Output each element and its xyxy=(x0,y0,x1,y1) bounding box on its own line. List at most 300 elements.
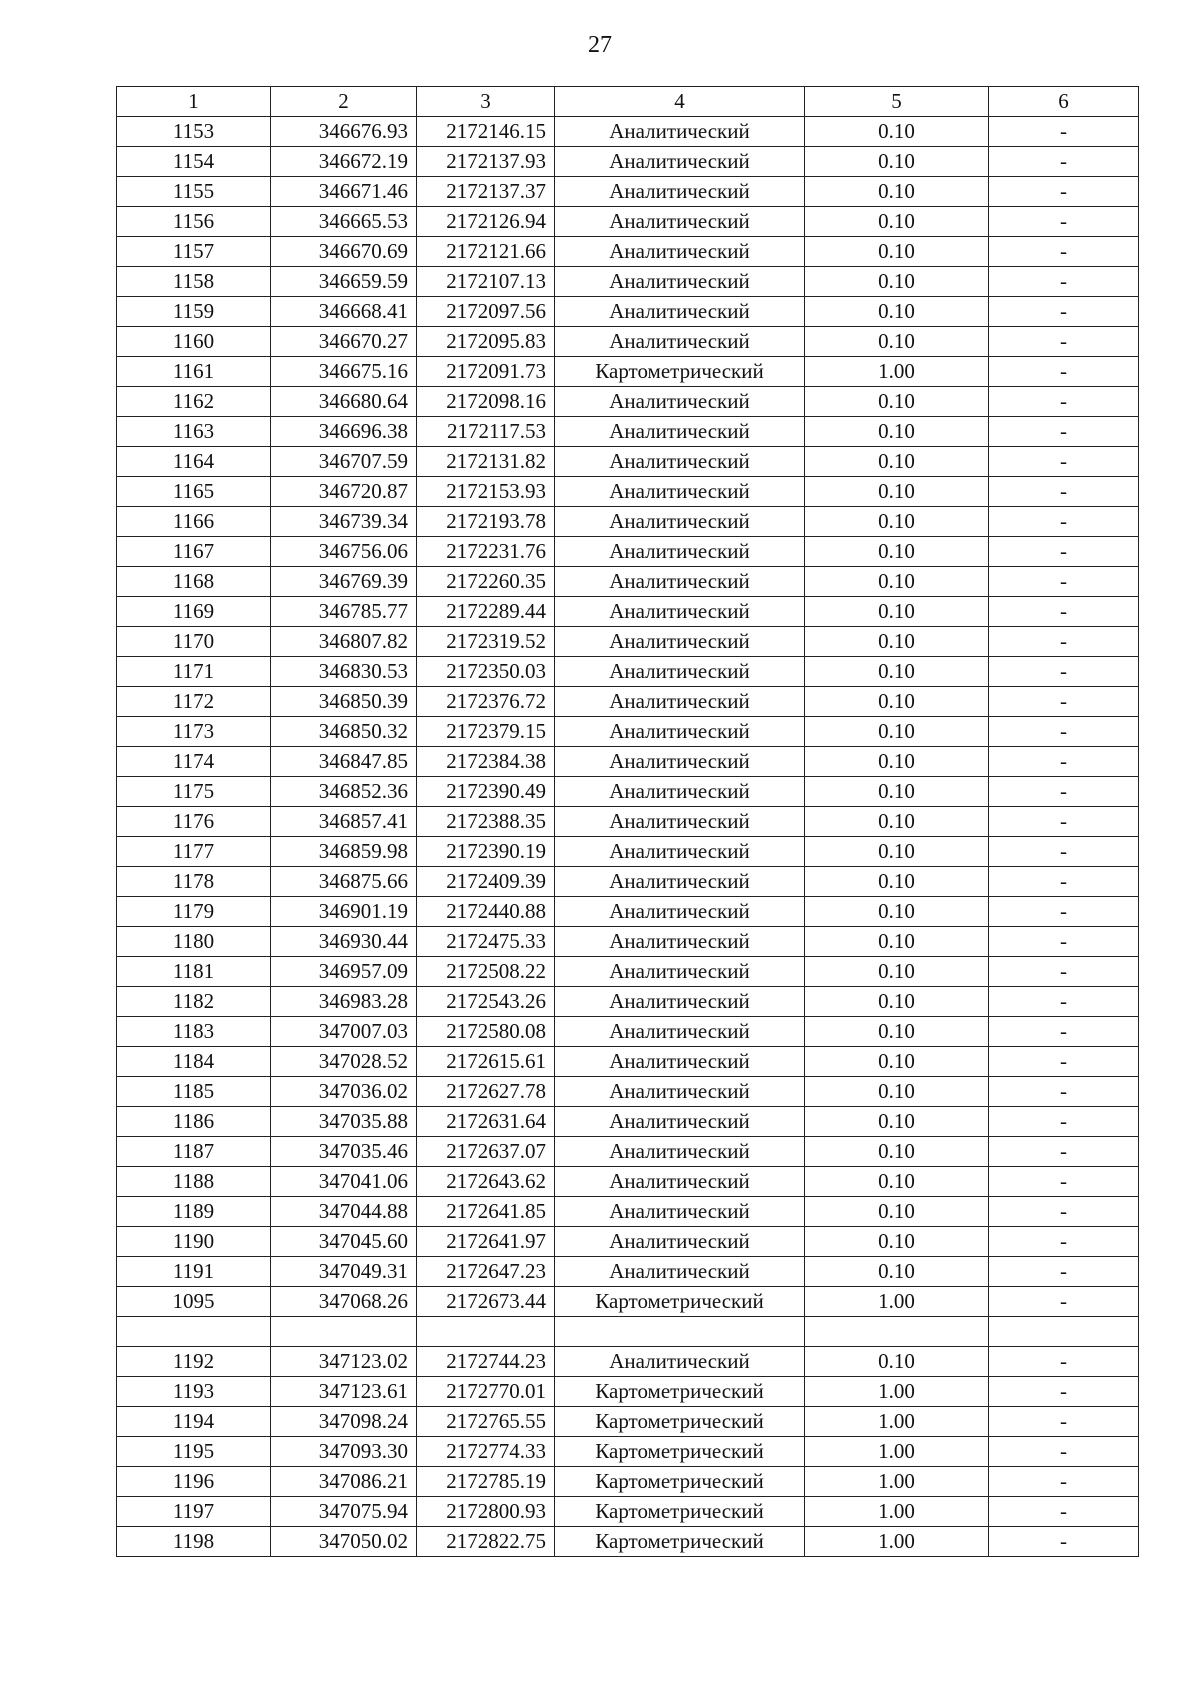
y-coordinate-cell: 2172641.85 xyxy=(417,1197,555,1227)
table-row xyxy=(117,657,1139,687)
y-coordinate-cell: 2172508.22 xyxy=(417,957,555,987)
table-row xyxy=(117,117,1139,147)
method-cell: Аналитический xyxy=(555,1347,805,1377)
accuracy-cell: 0.10 xyxy=(805,657,989,687)
accuracy-cell: 0.10 xyxy=(805,1197,989,1227)
note-cell: - xyxy=(989,657,1139,687)
method-cell: Аналитический xyxy=(555,1197,805,1227)
point-number-cell: 1190 xyxy=(117,1227,271,1257)
note-cell: - xyxy=(989,267,1139,297)
y-coordinate-cell: 2172641.97 xyxy=(417,1227,555,1257)
note-cell: - xyxy=(989,237,1139,267)
method-cell: Аналитический xyxy=(555,1047,805,1077)
accuracy-cell: 1.00 xyxy=(805,1467,989,1497)
note-cell: - xyxy=(989,1467,1139,1497)
method-cell: Аналитический xyxy=(555,747,805,777)
y-coordinate-cell: 2172379.15 xyxy=(417,717,555,747)
note-cell: - xyxy=(989,1197,1139,1227)
y-coordinate-cell: 2172744.23 xyxy=(417,1347,555,1377)
x-coordinate-cell: 346930.44 xyxy=(271,927,417,957)
column-header-3: 3 xyxy=(417,87,555,117)
x-coordinate-cell: 346739.34 xyxy=(271,507,417,537)
note-cell: - xyxy=(989,987,1139,1017)
accuracy-cell: 0.10 xyxy=(805,927,989,957)
point-number-cell: 1185 xyxy=(117,1077,271,1107)
y-coordinate-cell: 2172765.55 xyxy=(417,1407,555,1437)
point-number-cell: 1175 xyxy=(117,777,271,807)
accuracy-cell: 0.10 xyxy=(805,387,989,417)
note-cell: - xyxy=(989,1377,1139,1407)
note-cell: - xyxy=(989,927,1139,957)
accuracy-cell: 0.10 xyxy=(805,507,989,537)
y-coordinate-cell: 2172409.39 xyxy=(417,867,555,897)
x-coordinate-cell: 346676.93 xyxy=(271,117,417,147)
y-coordinate-cell: 2172388.35 xyxy=(417,807,555,837)
table-row xyxy=(117,1347,1139,1377)
accuracy-cell: 0.10 xyxy=(805,1077,989,1107)
note-cell: - xyxy=(989,387,1139,417)
y-coordinate-cell: 2172390.49 xyxy=(417,777,555,807)
accuracy-cell: 0.10 xyxy=(805,837,989,867)
method-cell: Аналитический xyxy=(555,837,805,867)
x-coordinate-cell: 346675.16 xyxy=(271,357,417,387)
note-cell: - xyxy=(989,1107,1139,1137)
y-coordinate-cell: 2172137.37 xyxy=(417,177,555,207)
y-coordinate-cell: 2172117.53 xyxy=(417,417,555,447)
x-coordinate-cell: 346659.59 xyxy=(271,267,417,297)
x-coordinate-cell: 346852.36 xyxy=(271,777,417,807)
note-cell: - xyxy=(989,957,1139,987)
y-coordinate-cell: 2172647.23 xyxy=(417,1257,555,1287)
y-coordinate-cell: 2172390.19 xyxy=(417,837,555,867)
table-header-row xyxy=(117,87,1139,117)
note-cell: - xyxy=(989,1437,1139,1467)
point-number-cell: 1156 xyxy=(117,207,271,237)
point-number-cell: 1196 xyxy=(117,1467,271,1497)
accuracy-cell: 0.10 xyxy=(805,297,989,327)
table-row xyxy=(117,867,1139,897)
table-row xyxy=(117,957,1139,987)
method-cell: Аналитический xyxy=(555,507,805,537)
accuracy-cell: 0.10 xyxy=(805,957,989,987)
y-coordinate-cell: 2172126.94 xyxy=(417,207,555,237)
y-coordinate-cell: 2172289.44 xyxy=(417,597,555,627)
x-coordinate-cell: 347075.94 xyxy=(271,1497,417,1527)
method-cell: Аналитический xyxy=(555,1077,805,1107)
x-coordinate-cell: 346847.85 xyxy=(271,747,417,777)
table-row xyxy=(117,327,1139,357)
x-coordinate-cell: 347028.52 xyxy=(271,1047,417,1077)
table-row xyxy=(117,1017,1139,1047)
note-cell: - xyxy=(989,117,1139,147)
y-coordinate-cell: 2172673.44 xyxy=(417,1287,555,1317)
note-cell: - xyxy=(989,627,1139,657)
method-cell: Аналитический xyxy=(555,717,805,747)
note-cell: - xyxy=(989,1347,1139,1377)
point-number-cell: 1164 xyxy=(117,447,271,477)
accuracy-cell: 0.10 xyxy=(805,867,989,897)
y-coordinate-cell: 2172376.72 xyxy=(417,687,555,717)
method-cell: Аналитический xyxy=(555,267,805,297)
y-coordinate-cell: 2172615.61 xyxy=(417,1047,555,1077)
y-coordinate-cell: 2172774.33 xyxy=(417,1437,555,1467)
coordinates-table xyxy=(116,86,1139,1557)
x-coordinate-cell: 346983.28 xyxy=(271,987,417,1017)
x-coordinate-cell: 346665.53 xyxy=(271,207,417,237)
accuracy-cell: 0.10 xyxy=(805,1167,989,1197)
column-header-6: 6 xyxy=(989,87,1139,117)
note-cell: - xyxy=(989,147,1139,177)
table-row xyxy=(117,447,1139,477)
accuracy-cell: 0.10 xyxy=(805,537,989,567)
note-cell: - xyxy=(989,1167,1139,1197)
y-coordinate-cell: 2172260.35 xyxy=(417,567,555,597)
x-coordinate-cell: 347045.60 xyxy=(271,1227,417,1257)
method-cell: Аналитический xyxy=(555,117,805,147)
point-number-cell: 1153 xyxy=(117,117,271,147)
point-number-cell: 1169 xyxy=(117,597,271,627)
column-header-1: 1 xyxy=(117,87,271,117)
table-row xyxy=(117,267,1139,297)
y-coordinate-cell: 2172800.93 xyxy=(417,1497,555,1527)
note-cell: - xyxy=(989,297,1139,327)
method-cell: Аналитический xyxy=(555,177,805,207)
y-coordinate-cell: 2172146.15 xyxy=(417,117,555,147)
table-row xyxy=(117,1497,1139,1527)
accuracy-cell: 0.10 xyxy=(805,987,989,1017)
table-row xyxy=(117,1437,1139,1467)
point-number-cell: 1179 xyxy=(117,897,271,927)
accuracy-cell: 0.10 xyxy=(805,1017,989,1047)
note-cell: - xyxy=(989,1257,1139,1287)
x-coordinate-cell: 346670.69 xyxy=(271,237,417,267)
y-coordinate-cell: 2172637.07 xyxy=(417,1137,555,1167)
accuracy-cell: 0.10 xyxy=(805,207,989,237)
x-coordinate-cell: 346670.27 xyxy=(271,327,417,357)
table-row xyxy=(117,1317,1139,1347)
note-cell: - xyxy=(989,537,1139,567)
method-cell: Аналитический xyxy=(555,237,805,267)
accuracy-cell: 0.10 xyxy=(805,567,989,597)
point-number-cell: 1197 xyxy=(117,1497,271,1527)
accuracy-cell: 0.10 xyxy=(805,777,989,807)
method-cell: Аналитический xyxy=(555,477,805,507)
point-number-cell: 1181 xyxy=(117,957,271,987)
column-header-5: 5 xyxy=(805,87,989,117)
note-cell: - xyxy=(989,1287,1139,1317)
note-cell: - xyxy=(989,597,1139,627)
table-row xyxy=(117,1227,1139,1257)
y-coordinate-cell: 2172770.01 xyxy=(417,1377,555,1407)
note-cell: - xyxy=(989,357,1139,387)
point-number-cell: 1193 xyxy=(117,1377,271,1407)
table-row xyxy=(117,417,1139,447)
method-cell: Аналитический xyxy=(555,567,805,597)
column-header-4: 4 xyxy=(555,87,805,117)
accuracy-cell: 1.00 xyxy=(805,1377,989,1407)
y-coordinate-cell: 2172137.93 xyxy=(417,147,555,177)
y-coordinate-cell: 2172785.19 xyxy=(417,1467,555,1497)
x-coordinate-cell: 346672.19 xyxy=(271,147,417,177)
point-number-cell: 1165 xyxy=(117,477,271,507)
table-row xyxy=(117,687,1139,717)
note-cell: - xyxy=(989,1497,1139,1527)
method-cell: Картометрический xyxy=(555,1497,805,1527)
x-coordinate-cell: 347035.46 xyxy=(271,1137,417,1167)
method-cell: Картометрический xyxy=(555,1527,805,1557)
table-row xyxy=(117,1137,1139,1167)
y-coordinate-cell: 2172097.56 xyxy=(417,297,555,327)
note-cell: - xyxy=(989,777,1139,807)
accuracy-cell: 0.10 xyxy=(805,417,989,447)
x-coordinate-cell: 347123.61 xyxy=(271,1377,417,1407)
method-cell: Картометрический xyxy=(555,1287,805,1317)
table-row xyxy=(117,927,1139,957)
note-cell: - xyxy=(989,507,1139,537)
x-coordinate-cell: 346850.32 xyxy=(271,717,417,747)
point-number-cell: 1192 xyxy=(117,1347,271,1377)
point-number-cell: 1176 xyxy=(117,807,271,837)
accuracy-cell: 0.10 xyxy=(805,1137,989,1167)
note-cell: - xyxy=(989,1527,1139,1557)
accuracy-cell: 0.10 xyxy=(805,1347,989,1377)
note-cell: - xyxy=(989,447,1139,477)
accuracy-cell: 0.10 xyxy=(805,717,989,747)
x-coordinate-cell: 347098.24 xyxy=(271,1407,417,1437)
point-number-cell: 1167 xyxy=(117,537,271,567)
point-number-cell: 1186 xyxy=(117,1107,271,1137)
x-coordinate-cell: 346901.19 xyxy=(271,897,417,927)
x-coordinate-cell: 346707.59 xyxy=(271,447,417,477)
method-cell: Аналитический xyxy=(555,1227,805,1257)
point-number-cell: 1187 xyxy=(117,1137,271,1167)
table-row xyxy=(117,987,1139,1017)
table-row xyxy=(117,1047,1139,1077)
note-cell: - xyxy=(989,1077,1139,1107)
point-number-cell: 1166 xyxy=(117,507,271,537)
accuracy-cell: 0.10 xyxy=(805,1047,989,1077)
y-coordinate-cell: 2172475.33 xyxy=(417,927,555,957)
table-row xyxy=(117,1197,1139,1227)
note-cell: - xyxy=(989,807,1139,837)
method-cell: Аналитический xyxy=(555,687,805,717)
x-coordinate-cell: 346756.06 xyxy=(271,537,417,567)
x-coordinate-cell: 346859.98 xyxy=(271,837,417,867)
table-row xyxy=(117,717,1139,747)
x-coordinate-cell: 346720.87 xyxy=(271,477,417,507)
table-row xyxy=(117,1077,1139,1107)
method-cell: Аналитический xyxy=(555,957,805,987)
accuracy-cell: 0.10 xyxy=(805,687,989,717)
x-coordinate-cell: 347041.06 xyxy=(271,1167,417,1197)
method-cell: Аналитический xyxy=(555,417,805,447)
method-cell: Аналитический xyxy=(555,627,805,657)
table-row xyxy=(117,1407,1139,1437)
point-number-cell: 1194 xyxy=(117,1407,271,1437)
point-number-cell: 1195 xyxy=(117,1437,271,1467)
table-row xyxy=(117,507,1139,537)
y-coordinate-cell: 2172098.16 xyxy=(417,387,555,417)
accuracy-cell: 0.10 xyxy=(805,747,989,777)
method-cell: Аналитический xyxy=(555,1167,805,1197)
accuracy-cell: 1.00 xyxy=(805,1437,989,1467)
x-coordinate-cell: 346807.82 xyxy=(271,627,417,657)
accuracy-cell: 0.10 xyxy=(805,177,989,207)
note-cell: - xyxy=(989,1137,1139,1167)
x-coordinate-cell: 347044.88 xyxy=(271,1197,417,1227)
accuracy-cell: 1.00 xyxy=(805,357,989,387)
accuracy-cell: 0.10 xyxy=(805,597,989,627)
table-row xyxy=(117,297,1139,327)
note-cell: - xyxy=(989,867,1139,897)
page-number: 27 xyxy=(588,32,612,58)
accuracy-cell: 0.10 xyxy=(805,1257,989,1287)
y-coordinate-cell: 2172350.03 xyxy=(417,657,555,687)
point-number-cell: 1188 xyxy=(117,1167,271,1197)
y-coordinate-cell: 2172627.78 xyxy=(417,1077,555,1107)
table-row xyxy=(117,807,1139,837)
x-coordinate-cell: 347035.88 xyxy=(271,1107,417,1137)
note-cell: - xyxy=(989,1227,1139,1257)
note-cell: - xyxy=(989,717,1139,747)
table-row xyxy=(117,1257,1139,1287)
table-row xyxy=(117,537,1139,567)
table-row xyxy=(117,357,1139,387)
y-coordinate-cell: 2172319.52 xyxy=(417,627,555,657)
accuracy-cell: 0.10 xyxy=(805,267,989,297)
point-number-cell: 1183 xyxy=(117,1017,271,1047)
table-row xyxy=(117,777,1139,807)
y-coordinate-cell: 2172384.38 xyxy=(417,747,555,777)
method-cell: Аналитический xyxy=(555,897,805,927)
x-coordinate-cell: 346769.39 xyxy=(271,567,417,597)
table-row xyxy=(117,477,1139,507)
method-cell: Аналитический xyxy=(555,387,805,417)
method-cell: Аналитический xyxy=(555,147,805,177)
x-coordinate-cell: 346850.39 xyxy=(271,687,417,717)
note-cell: - xyxy=(989,687,1139,717)
point-number-cell: 1154 xyxy=(117,147,271,177)
table-row xyxy=(117,1377,1139,1407)
method-cell: Аналитический xyxy=(555,327,805,357)
y-coordinate-cell: 2172107.13 xyxy=(417,267,555,297)
note-cell: - xyxy=(989,207,1139,237)
table-row xyxy=(117,207,1139,237)
point-number-cell: 1095 xyxy=(117,1287,271,1317)
point-number-cell: 1177 xyxy=(117,837,271,867)
y-coordinate-cell: 2172631.64 xyxy=(417,1107,555,1137)
x-coordinate-cell: 346957.09 xyxy=(271,957,417,987)
x-coordinate-cell: 347068.26 xyxy=(271,1287,417,1317)
table-row xyxy=(117,1167,1139,1197)
table-row xyxy=(117,897,1139,927)
accuracy-cell: 0.10 xyxy=(805,627,989,657)
x-coordinate-cell: 347086.21 xyxy=(271,1467,417,1497)
y-coordinate-cell: 2172231.76 xyxy=(417,537,555,567)
point-number-cell: 1158 xyxy=(117,267,271,297)
accuracy-cell xyxy=(805,1317,989,1347)
method-cell: Аналитический xyxy=(555,297,805,327)
point-number-cell: 1161 xyxy=(117,357,271,387)
y-coordinate-cell: 2172822.75 xyxy=(417,1527,555,1557)
point-number-cell: 1168 xyxy=(117,567,271,597)
point-number-cell xyxy=(117,1317,271,1347)
point-number-cell: 1184 xyxy=(117,1047,271,1077)
note-cell: - xyxy=(989,1017,1139,1047)
accuracy-cell: 0.10 xyxy=(805,1107,989,1137)
method-cell: Аналитический xyxy=(555,537,805,567)
note-cell: - xyxy=(989,1047,1139,1077)
note-cell: - xyxy=(989,747,1139,777)
x-coordinate-cell: 346785.77 xyxy=(271,597,417,627)
point-number-cell: 1171 xyxy=(117,657,271,687)
y-coordinate-cell: 2172153.93 xyxy=(417,477,555,507)
table-row xyxy=(117,747,1139,777)
accuracy-cell: 0.10 xyxy=(805,807,989,837)
method-cell: Аналитический xyxy=(555,777,805,807)
method-cell: Картометрический xyxy=(555,1377,805,1407)
accuracy-cell: 0.10 xyxy=(805,147,989,177)
point-number-cell: 1180 xyxy=(117,927,271,957)
point-number-cell: 1191 xyxy=(117,1257,271,1287)
method-cell xyxy=(555,1317,805,1347)
method-cell: Аналитический xyxy=(555,867,805,897)
point-number-cell: 1178 xyxy=(117,867,271,897)
accuracy-cell: 0.10 xyxy=(805,327,989,357)
x-coordinate-cell: 346668.41 xyxy=(271,297,417,327)
table-row xyxy=(117,387,1139,417)
method-cell: Аналитический xyxy=(555,1257,805,1287)
x-coordinate-cell: 346830.53 xyxy=(271,657,417,687)
table-row xyxy=(117,147,1139,177)
x-coordinate-cell: 347036.02 xyxy=(271,1077,417,1107)
point-number-cell: 1174 xyxy=(117,747,271,777)
x-coordinate-cell: 347050.02 xyxy=(271,1527,417,1557)
y-coordinate-cell: 2172091.73 xyxy=(417,357,555,387)
y-coordinate-cell: 2172131.82 xyxy=(417,447,555,477)
accuracy-cell: 1.00 xyxy=(805,1527,989,1557)
y-coordinate-cell: 2172193.78 xyxy=(417,507,555,537)
x-coordinate-cell: 346857.41 xyxy=(271,807,417,837)
method-cell: Аналитический xyxy=(555,447,805,477)
note-cell: - xyxy=(989,567,1139,597)
point-number-cell: 1170 xyxy=(117,627,271,657)
table-row xyxy=(117,837,1139,867)
accuracy-cell: 0.10 xyxy=(805,897,989,927)
accuracy-cell: 1.00 xyxy=(805,1407,989,1437)
point-number-cell: 1162 xyxy=(117,387,271,417)
point-number-cell: 1172 xyxy=(117,687,271,717)
method-cell: Аналитический xyxy=(555,657,805,687)
method-cell: Аналитический xyxy=(555,207,805,237)
y-coordinate-cell: 2172095.83 xyxy=(417,327,555,357)
point-number-cell: 1189 xyxy=(117,1197,271,1227)
point-number-cell: 1155 xyxy=(117,177,271,207)
note-cell: - xyxy=(989,837,1139,867)
x-coordinate-cell: 346680.64 xyxy=(271,387,417,417)
point-number-cell: 1182 xyxy=(117,987,271,1017)
x-coordinate-cell xyxy=(271,1317,417,1347)
table-row xyxy=(117,237,1139,267)
table-row xyxy=(117,627,1139,657)
x-coordinate-cell: 347007.03 xyxy=(271,1017,417,1047)
note-cell: - xyxy=(989,477,1139,507)
point-number-cell: 1173 xyxy=(117,717,271,747)
y-coordinate-cell: 2172643.62 xyxy=(417,1167,555,1197)
table-row xyxy=(117,177,1139,207)
accuracy-cell: 1.00 xyxy=(805,1287,989,1317)
method-cell: Картометрический xyxy=(555,1467,805,1497)
